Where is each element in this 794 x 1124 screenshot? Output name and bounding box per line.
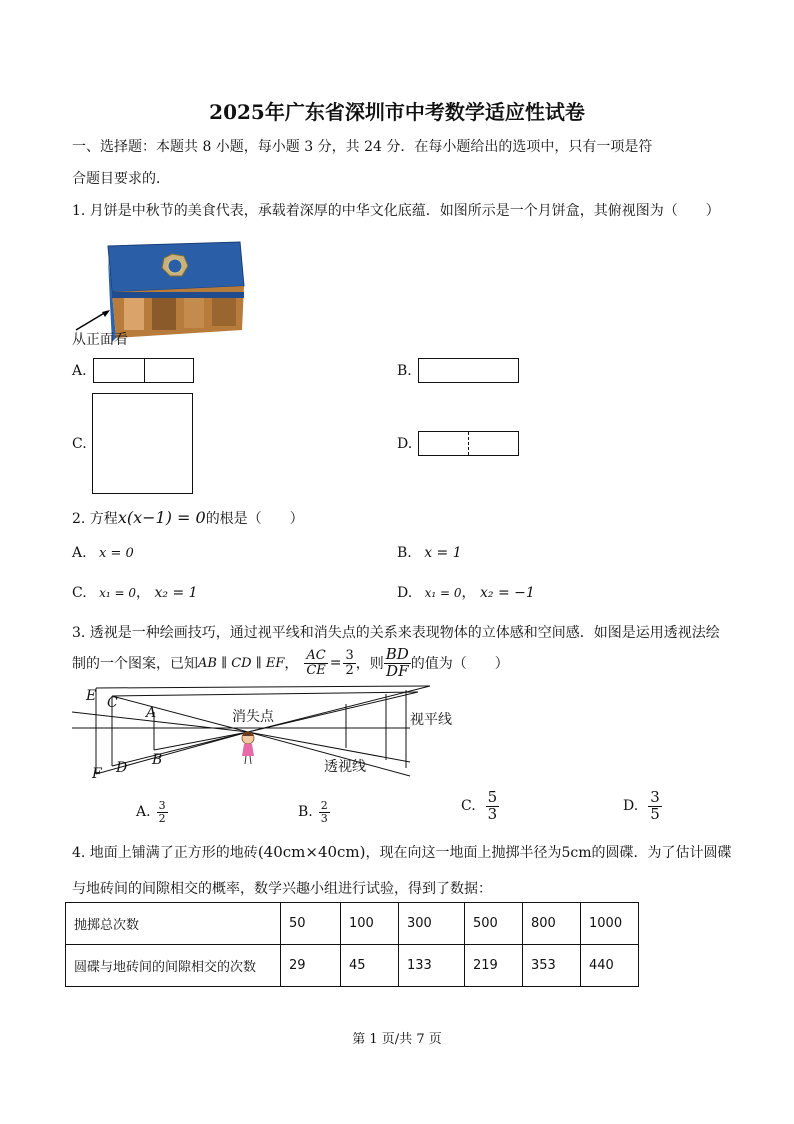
q3-option-c-numerator: 5: [487, 788, 498, 806]
q3-option-a-label: A.: [136, 804, 151, 821]
table-row: [66, 903, 639, 945]
q3-option-b-numerator: 2: [320, 799, 328, 812]
table-row: [66, 945, 639, 987]
table-cell: 133: [399, 945, 465, 987]
q3-ratio-value-denominator: 2: [345, 662, 354, 678]
q4-stem-line2: 与地砖间的间隙相交的概率，数学兴趣小组进行试验，得到了数据：: [72, 881, 492, 897]
table-cell: 圆碟与地砖间的间隙相交的次数: [66, 945, 281, 987]
q3-stem-line2: [72, 645, 509, 681]
q2-option-c-value2: x₂ = 1: [154, 585, 198, 601]
q3-option-d-denominator: 5: [650, 804, 660, 823]
q2-stem: [72, 508, 304, 528]
q4-stem-line1: [72, 842, 732, 862]
q3-option-a-denominator: 2: [158, 811, 166, 825]
q1-option-b-label[interactable]: B.: [397, 363, 412, 379]
q2-option-b[interactable]: [397, 545, 462, 561]
q3-option-d-fraction: [648, 790, 662, 823]
q3-perspective-line-label: 透视线: [324, 759, 366, 775]
table-cell: 300: [399, 903, 465, 945]
q3-option-d-numerator: 3: [650, 788, 660, 806]
q3-ask-denominator: DF: [386, 661, 409, 680]
q1-option-a-label[interactable]: A.: [72, 363, 87, 379]
q2-option-b-label: B.: [397, 545, 412, 561]
q3-option-b-label: B.: [298, 804, 313, 821]
q3-vanishing-point-label: 消失点: [232, 709, 274, 725]
q3-label-e: E: [86, 688, 97, 704]
q2-option-a[interactable]: [72, 545, 134, 561]
q3-label-a: A: [146, 705, 157, 721]
photo-caption: 从正面看: [72, 332, 128, 348]
q2-option-d-separator: ，: [461, 585, 476, 601]
q3-stem-line2-b: ，: [284, 656, 299, 672]
q4-tile-size: (40cm×40cm): [257, 843, 366, 861]
q3-stem-line1: 3. 透视是一种绘画技巧，通过视平线和消失点的关系来表现物体的立体感和空间感．如图是运用透视法绘: [72, 625, 720, 641]
table-cell: 1000: [581, 903, 639, 945]
q3-ask-numerator: BD: [385, 644, 409, 663]
q2-option-d[interactable]: [397, 582, 535, 602]
q3-parallel-condition: AB ∥ CD ∥ EF: [198, 655, 285, 671]
q3-option-b[interactable]: [298, 800, 330, 824]
q3-stem-line2-c: ，则: [355, 656, 384, 672]
q3-ratio-denominator: CE: [306, 662, 326, 678]
q3-option-a[interactable]: [136, 800, 168, 824]
q2-stem-prefix: 2. 方程: [72, 511, 118, 527]
q2-option-a-label: A.: [72, 545, 87, 561]
page-footer: 第 1 页/共 7 页: [352, 1032, 442, 1047]
q3-perspective-figure: [70, 684, 470, 784]
q2-equation: x(x−1) = 0: [117, 508, 206, 527]
q3-ask-fraction: [384, 644, 411, 680]
q2-option-c[interactable]: [72, 582, 198, 602]
q2-option-b-value: x = 1: [424, 545, 462, 561]
q4-data-table: [65, 902, 639, 987]
q2-option-c-separator: ，: [136, 585, 151, 601]
q1-option-b-figure[interactable]: [418, 358, 519, 383]
q1-option-a-figure[interactable]: [93, 358, 194, 383]
q3-ratio-numerator: AC: [306, 647, 326, 663]
q3-option-c-label: C.: [461, 798, 476, 815]
q2-option-c-label: C.: [72, 585, 87, 601]
q3-ratio-value: [343, 649, 355, 677]
table-cell: 500: [465, 903, 523, 945]
table-cell: 29: [281, 945, 341, 987]
q1-option-d-figure[interactable]: [418, 431, 519, 456]
q4-stem-a: 4. 地面上铺满了正方形的地砖: [72, 845, 258, 861]
q3-option-c[interactable]: [461, 790, 499, 823]
section-instruction-line1: 一、选择题：本题共 8 小题，每小题 3 分，共 24 分．在每小题给出的选项中，只有一项是符: [72, 139, 653, 155]
q3-label-d: D: [116, 760, 128, 776]
q3-label-f: F: [92, 766, 102, 782]
page-title: 2025年广东省深圳市中考数学适应性试卷: [209, 100, 585, 124]
q3-ratio-fraction: [304, 649, 327, 677]
q2-option-d-value1: x₁ = 0: [424, 586, 462, 600]
q3-option-b-fraction: [319, 800, 330, 824]
section-instruction-line2: 合题目要求的．: [72, 171, 170, 187]
q2-option-c-value1: x₁ = 0: [99, 586, 137, 600]
table-cell: 45: [341, 945, 399, 987]
table-cell: 50: [281, 903, 341, 945]
girl-figure-icon: [242, 732, 254, 764]
q3-option-d-label: D.: [623, 798, 639, 815]
q2-stem-suffix: 的根是（ ）: [205, 511, 304, 527]
q3-option-c-denominator: 3: [487, 804, 498, 823]
q3-horizon-line-label: 视平线: [410, 712, 452, 728]
table-cell: 800: [523, 903, 581, 945]
q3-option-a-numerator: 3: [158, 799, 166, 812]
table-cell: 219: [465, 945, 523, 987]
table-cell: 353: [523, 945, 581, 987]
q4-stem-b: ，现在向这一地面上抛掷半径为5cm的圆碟．为了估计圆碟: [365, 845, 732, 861]
q2-option-d-value2: x₂ = −1: [480, 585, 535, 601]
q2-option-a-value: x = 0: [99, 546, 134, 561]
q1-option-d-label[interactable]: D.: [397, 436, 413, 452]
q1-option-c-figure[interactable]: [92, 393, 193, 494]
q3-stem-line2-a: 制的一个图案，已知: [72, 656, 198, 672]
q3-option-b-denominator: 3: [320, 811, 328, 825]
table-cell: 440: [581, 945, 639, 987]
q1-stem: 1. 月饼是中秋节的美食代表，承载着深厚的中华文化底蕴．如图所示是一个月饼盒，其俯视图为（ ）: [72, 203, 720, 219]
q2-option-d-label: D.: [397, 585, 413, 601]
q3-option-c-fraction: [486, 790, 500, 823]
q3-option-d[interactable]: [623, 790, 662, 823]
q3-label-b: B: [152, 752, 163, 768]
table-cell: 抛掷总次数: [66, 903, 281, 945]
q3-ratio-value-numerator: 3: [345, 647, 354, 663]
q1-option-c-label[interactable]: C.: [72, 436, 87, 452]
table-cell: 100: [341, 903, 399, 945]
q3-stem-line2-d: 的值为（ ）: [410, 656, 509, 672]
q3-label-c: C: [107, 695, 118, 711]
q3-option-a-fraction: [157, 800, 168, 824]
q3-ratio-equals: =: [329, 655, 342, 671]
